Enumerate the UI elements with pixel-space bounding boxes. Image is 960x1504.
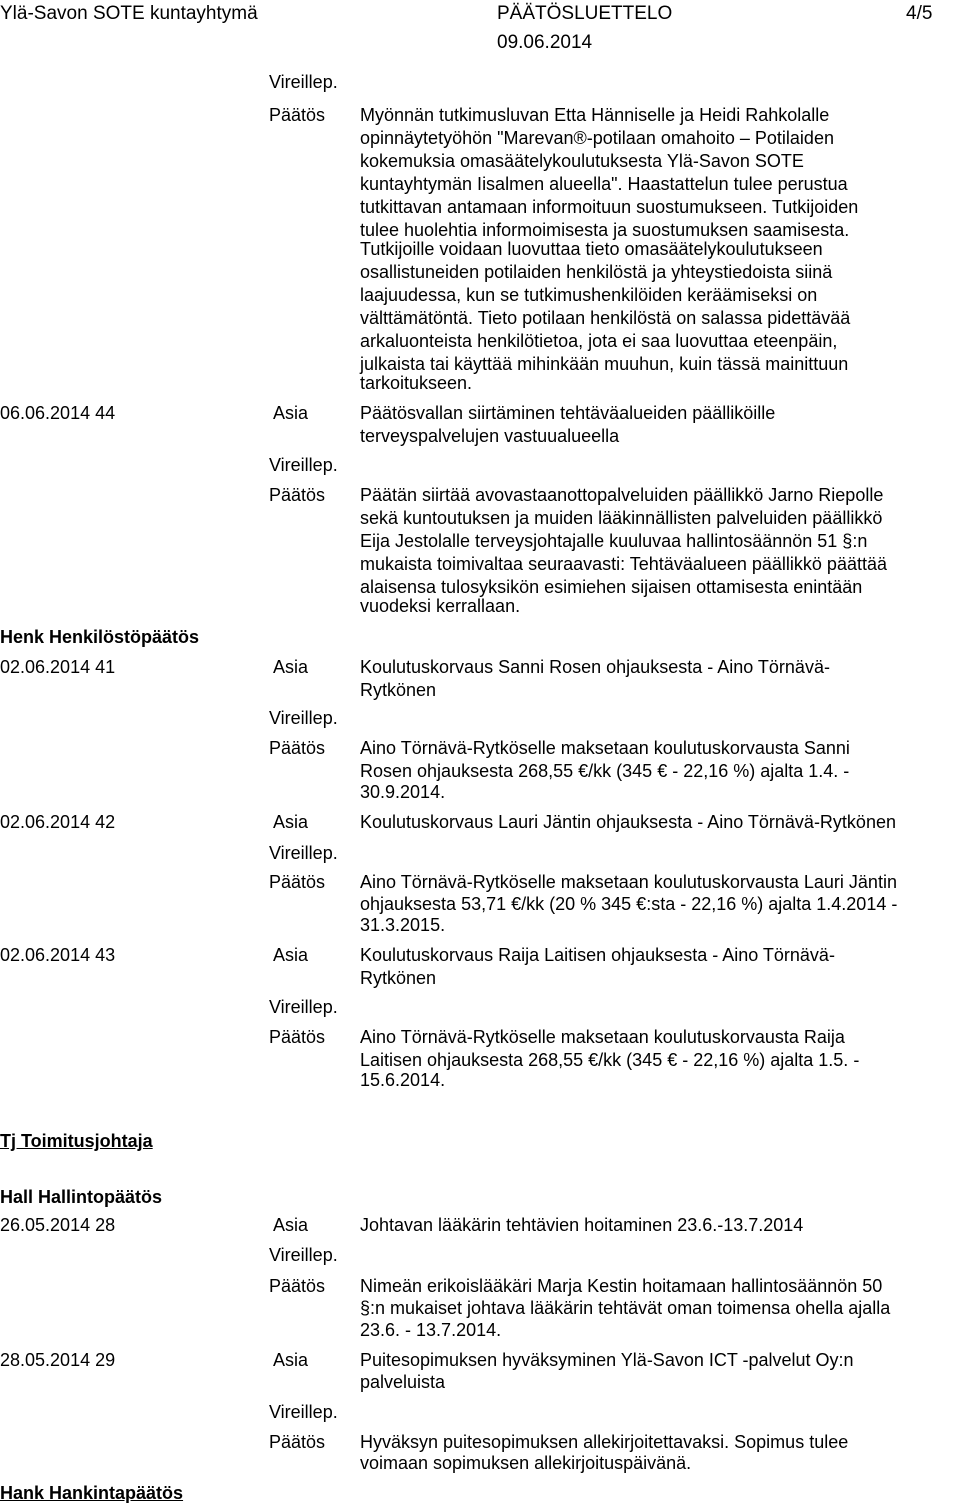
asia-label: Asia: [273, 1350, 309, 1370]
block1-paatos-line: laajuudessa, kun se tutkimushenkilöiden keräämiseksi on: [360, 285, 818, 305]
entry-41-asia-line: Rytkönen: [360, 680, 437, 700]
asia-label: Asia: [273, 403, 309, 423]
section-heading-henkilostopaatos: Henk Henkilöstöpäätös: [0, 627, 200, 647]
entry-43-asia-line: Koulutuskorvaus Raija Laitisen ohjauksesta - Aino Törnävä-: [360, 945, 835, 965]
entry-44-asia-line: Päätösvallan siirtäminen tehtäväalueiden päälliköille: [360, 403, 776, 423]
entry-44-asia-line: terveyspalvelujen vastuualueella: [360, 426, 620, 446]
entry-41-paatos-line: Aino Törnävä-Rytköselle maksetaan koulutuskorvausta Sanni: [360, 738, 850, 758]
vireillep-label: Vireillep.: [269, 708, 338, 728]
header-page-number: 4/5: [906, 3, 933, 24]
block1-paatos-line: opinnäytetyöhön "Marevan®-potilaan omahoito – Potilaiden: [360, 128, 834, 148]
section-heading-toimitusjohtaja: Tj Toimitusjohtaja: [0, 1131, 153, 1151]
entry-42-asia-line: Koulutuskorvaus Lauri Jäntin ohjauksesta - Aino Törnävä-Rytkönen: [360, 812, 896, 832]
vireillep-label: Vireillep.: [269, 843, 338, 863]
entry-41-ref: 02.06.2014 41: [0, 657, 116, 677]
entry-43-paatos-line: 15.6.2014.: [360, 1070, 446, 1090]
asia-label: Asia: [273, 657, 309, 677]
entry-42-paatos-line: ohjauksesta 53,71 €/kk (20 % 345 €:sta - 22,16 %) ajalta 1.4.2014 -: [360, 894, 898, 914]
block1-paatos-line: arkaluonteista henkilötietoa, jota ei saa luovuttaa eteenpäin,: [360, 331, 838, 351]
vireillep-label: Vireillep.: [269, 1402, 338, 1422]
asia-label: Asia: [273, 945, 309, 965]
entry-41-paatos-line: Rosen ohjauksesta 268,55 €/kk (345 € - 22,16 %) ajalta 1.4. -: [360, 761, 850, 781]
entry-43-paatos-line: Laitisen ohjauksesta 268,55 €/kk (345 € - 22,16 %) ajalta 1.5. -: [360, 1050, 860, 1070]
paatos-label: Päätös: [269, 105, 326, 125]
block1-paatos-line: osallistuneiden potilaiden henkilöstä ja yhteystiedoista siinä: [360, 262, 833, 282]
vireillep-label: Vireillep.: [269, 1245, 338, 1265]
entry-43-ref: 02.06.2014 43: [0, 945, 116, 965]
asia-label: Asia: [273, 812, 309, 832]
section-heading-hallintopaatos: Hall Hallintopäätös: [0, 1187, 163, 1207]
vireillep-label: Vireillep.: [269, 455, 338, 475]
entry-43-paatos-line: Aino Törnävä-Rytköselle maksetaan koulutuskorvausta Raija: [360, 1027, 845, 1047]
asia-label: Asia: [273, 1215, 309, 1235]
entry-42-ref: 02.06.2014 42: [0, 812, 116, 832]
block1-paatos-line: välttämätöntä. Tieto potilaan henkilöstä on salassa pidettävää: [360, 308, 851, 328]
block1-paatos-line: tulee huolehtia informoimisesta ja suostumuksen saamisesta.: [360, 220, 850, 240]
entry-29-asia-line: Puitesopimuksen hyväksyminen Ylä-Savon ICT -palvelut Oy:n: [360, 1350, 854, 1370]
block1-paatos-line: Myönnän tutkimusluvan Etta Hänniselle ja Heidi Rahkolalle: [360, 105, 830, 125]
entry-44-paatos-line: vuodeksi kerrallaan.: [360, 596, 521, 616]
section-heading-hankintapaatos: Hank Hankintapäätös: [0, 1483, 184, 1503]
paatos-label: Päätös: [269, 1432, 326, 1452]
entry-44-paatos-line: mukaista toimivaltaa seuraavasti: Tehtäväalueen päällikkö päättää: [360, 554, 887, 574]
entry-28-paatos-line: Nimeän erikoislääkäri Marja Kestin hoitamaan hallintosäännön 50: [360, 1276, 883, 1296]
entry-42-paatos-line: Aino Törnävä-Rytköselle maksetaan koulutuskorvausta Lauri Jäntin: [360, 872, 897, 892]
entry-28-ref: 26.05.2014 28: [0, 1215, 116, 1235]
entry-43-asia-line: Rytkönen: [360, 968, 437, 988]
entry-28-paatos-line: §:n mukaiset johtava lääkärin tehtävät oman toimensa ohella ajalla: [360, 1298, 891, 1318]
entry-29-paatos-line: voimaan sopimuksen allekirjoituspäivänä.: [360, 1453, 692, 1473]
block1-paatos-line: julkaista tai käyttää mihinkään muuhun, kuin tässä mainittuun: [360, 354, 849, 374]
entry-44-paatos-line: alaisensa tulosyksikön esimiehen sijaisen ottamisesta enintään: [360, 577, 863, 597]
header-date: 09.06.2014: [497, 32, 593, 53]
entry-29-asia-line: palveluista: [360, 1372, 446, 1392]
paatos-label: Päätös: [269, 485, 326, 505]
vireillep-label: Vireillep.: [269, 72, 338, 92]
entry-41-asia-line: Koulutuskorvaus Sanni Rosen ohjauksesta - Aino Törnävä-: [360, 657, 830, 677]
entry-44-paatos-line: Päätän siirtää avovastaanottopalveluiden päällikkö Jarno Riepolle: [360, 485, 884, 505]
entry-29-ref: 28.05.2014 29: [0, 1350, 116, 1370]
header-org: Ylä-Savon SOTE kuntayhtymä: [0, 3, 258, 24]
entry-29-paatos-line: Hyväksyn puitesopimuksen allekirjoitettavaksi. Sopimus tulee: [360, 1432, 849, 1452]
paatos-label: Päätös: [269, 1276, 326, 1296]
entry-44-ref: 06.06.2014 44: [0, 403, 116, 423]
entry-44-paatos-line: sekä kuntoutuksen ja muiden lääkinnällisten palveluiden päällikkö: [360, 508, 883, 528]
block1-paatos-line: tarkoitukseen.: [360, 373, 473, 393]
entry-42-paatos-line: 31.3.2015.: [360, 915, 446, 935]
paatos-label: Päätös: [269, 1027, 326, 1047]
block1-paatos-line: kokemuksia omasäätelykoulutuksesta Ylä-Savon SOTE: [360, 151, 804, 171]
entry-28-asia-line: Johtavan lääkärin tehtävien hoitaminen 23.6.-13.7.2014: [360, 1215, 804, 1235]
block1-paatos-line: Tutkijoille voidaan luovuttaa tieto omasäätelykoulutukseen: [360, 239, 823, 259]
paatos-label: Päätös: [269, 738, 326, 758]
block1-paatos-line: kuntayhtymän Iisalmen alueella". Haastattelun tulee perustua: [360, 174, 848, 194]
vireillep-label: Vireillep.: [269, 997, 338, 1017]
entry-28-paatos-line: 23.6. - 13.7.2014.: [360, 1320, 502, 1340]
entry-41-paatos-line: 30.9.2014.: [360, 782, 446, 802]
entry-44-paatos-line: Eija Jestolalle terveysjohtajalle kuuluvaa hallintosäännön 51 §:n: [360, 531, 868, 551]
block1-paatos-line: tutkittavan antamaan informoituun suostumukseen. Tutkijoiden: [360, 197, 859, 217]
header-title: PÄÄTÖSLUETTELO: [497, 3, 673, 24]
paatos-label: Päätös: [269, 872, 326, 892]
